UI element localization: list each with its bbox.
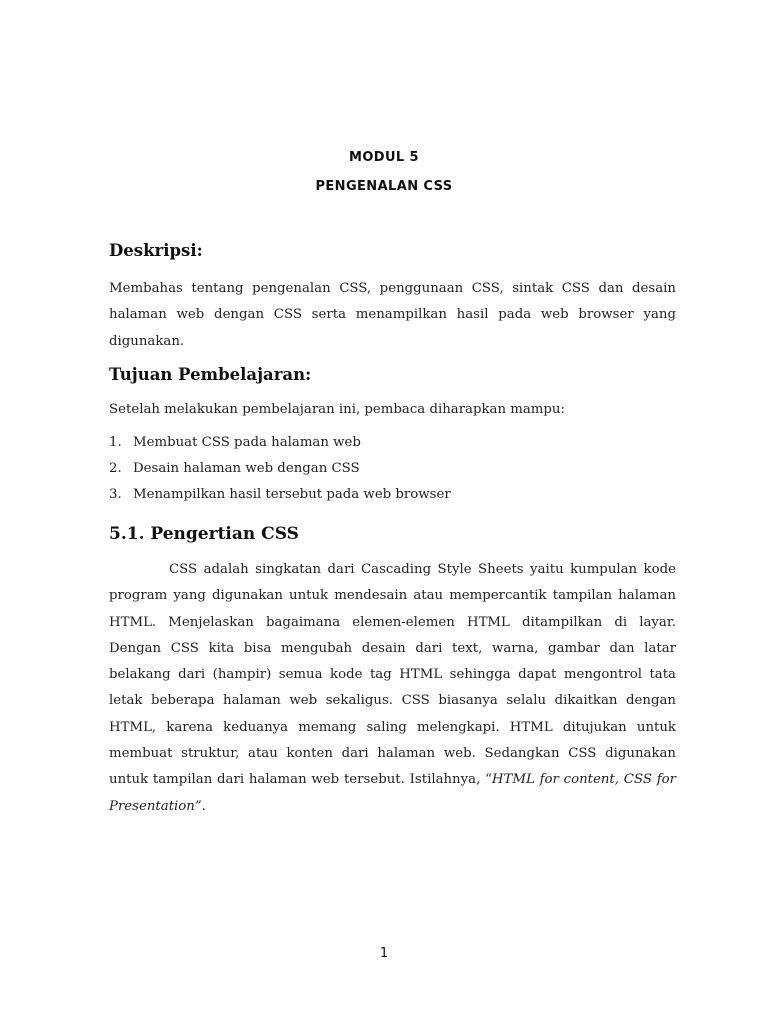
deskripsi-text: Membahas tentang pengenalan CSS, penggunaan CSS, sintak CSS dan desain halaman web dengan CSS serta menampilkan hasil pada web browser yang digunakan.: [109, 281, 676, 349]
section-heading: 5.1. Pengertian CSS: [109, 524, 299, 544]
page-number: 1: [379, 946, 389, 961]
list-item: [109, 430, 451, 456]
list-item-text: Membuat CSS pada halaman web: [133, 435, 361, 450]
list-item-text: Desain halaman web dengan CSS: [133, 461, 360, 476]
list-item-number: 2.: [109, 461, 122, 476]
section-body-text: CSS adalah singkatan dari Cascading Style Sheets yaitu kumpulan kode program yang digunakan untuk mendesain atau mempercantik tampilan halaman HTML. Menjelaskan bagaimana elemen-elemen HTML ditampilkan di layar. Dengan CSS kita bisa mengubah desain dari text, warna, gambar dan latar belakang dari (hampir) semua kode tag HTML sehingga dapat mengontrol tata letak beberapa halaman web sekaligus. CSS biasanya selalu dikaitkan dengan HTML, karena keduanya memang saling melengkapi. HTML ditujukan untuk membuat struktur, atau konten dari halaman web. Sedangkan CSS digunakan untuk tampilan dari halaman web tersebut. Istilahnya, “: [109, 562, 676, 788]
section-body-italic: HTML for content, CSS for Presentation”: [109, 772, 676, 814]
tujuan-list: [109, 430, 451, 508]
section-body: [109, 557, 676, 820]
list-item: [109, 482, 451, 508]
module-subtitle: PENGENALAN CSS: [315, 179, 453, 194]
deskripsi-heading: Deskripsi:: [109, 241, 203, 260]
list-item: [109, 456, 451, 482]
module-title: MODUL 5: [349, 150, 419, 165]
list-item-number: 3.: [109, 487, 122, 502]
tujuan-heading: Tujuan Pembelajaran:: [109, 365, 312, 384]
list-item-text: Menampilkan hasil tersebut pada web browser: [133, 487, 451, 502]
section-body-end: .: [201, 798, 206, 814]
tujuan-intro: Setelah melakukan pembelajaran ini, pembaca diharapkan mampu:: [109, 402, 565, 417]
list-item-number: 1.: [109, 435, 122, 450]
